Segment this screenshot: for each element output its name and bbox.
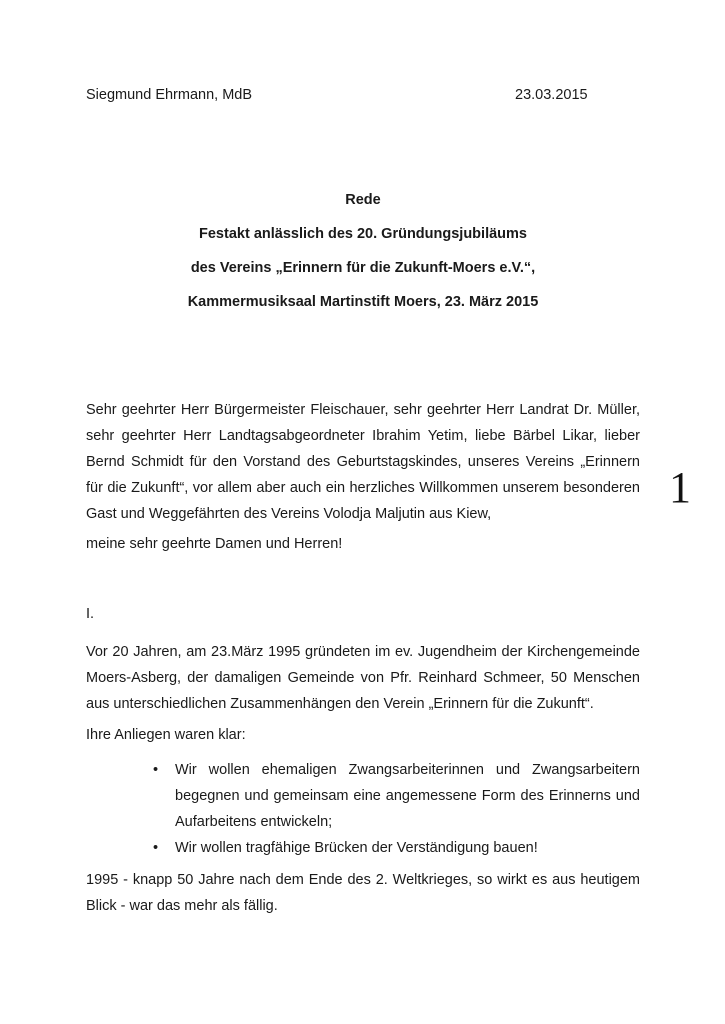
page-number: 1 bbox=[669, 463, 691, 512]
title-line-venue: Kammermusiksaal Martinstift Moers, 23. März 2015 bbox=[187, 294, 539, 310]
title-line-rede: Rede bbox=[345, 192, 381, 208]
author-name: Siegmund Ehrmann, MdB bbox=[86, 87, 253, 103]
title-line-occasion: Festakt anlässlich des 20. Gründungsjubiläums bbox=[199, 226, 527, 242]
list-item bbox=[86, 835, 640, 861]
concerns-intro: Ihre Anliegen waren klar: bbox=[86, 727, 246, 743]
title-line-association: des Vereins „Erinnern für die Zukunft-Moers e.V.“, bbox=[190, 260, 536, 276]
document-header bbox=[86, 82, 640, 108]
list-item bbox=[86, 757, 640, 835]
bullet-text: Wir wollen ehemaligen Zwangsarbeiterinnen und Zwangsarbeitern begegnen und gemeinsam eine angemessene Form des Erinnerns und Aufarbeitens entwickeln; bbox=[175, 762, 640, 830]
greeting-line: meine sehr geehrte Damen und Herren! bbox=[86, 536, 343, 552]
founding-paragraph: Vor 20 Jahren, am 23.März 1995 gründeten im ev. Jugendheim der Kirchengemeinde Moers-Asberg, der damaligen Gemeinde von Pfr. Reinhard Schmeer, 50 Menschen aus unterschiedlichen Zusammenhängen den Verein „Erinnern für die Zukunft“. bbox=[86, 644, 640, 712]
bullet-icon: • bbox=[153, 762, 159, 778]
bullet-icon: • bbox=[153, 840, 159, 856]
section-marker: I. bbox=[86, 606, 95, 622]
document-date: 23.03.2015 bbox=[515, 87, 588, 103]
bullet-list bbox=[86, 757, 640, 861]
bullet-text: Wir wollen tragfähige Brücken der Verständigung bauen! bbox=[175, 840, 538, 856]
document-content bbox=[86, 0, 640, 919]
title-block bbox=[86, 187, 640, 315]
closing-paragraph: 1995 - knapp 50 Jahre nach dem Ende des 2. Weltkrieges, so wirkt es aus heutigem Blick - war das mehr als fällig. bbox=[86, 872, 640, 914]
salutation-paragraph: Sehr geehrter Herr Bürgermeister Fleischauer, sehr geehrter Herr Landrat Dr. Müller, sehr geehrter Herr Landtagsabgeordneter Ibrahim Yetim, liebe Bärbel Likar, lieber Bernd Schmidt für den Vorstand des Geburtstagskindes, unseres Vereins „Erinnern für die Zukunft“, vor allem aber auch ein herzliches Willkommen unserem besonderen Gast und Weggefährten des Vereins Volodja Maljutin aus Kiew, bbox=[86, 402, 640, 522]
